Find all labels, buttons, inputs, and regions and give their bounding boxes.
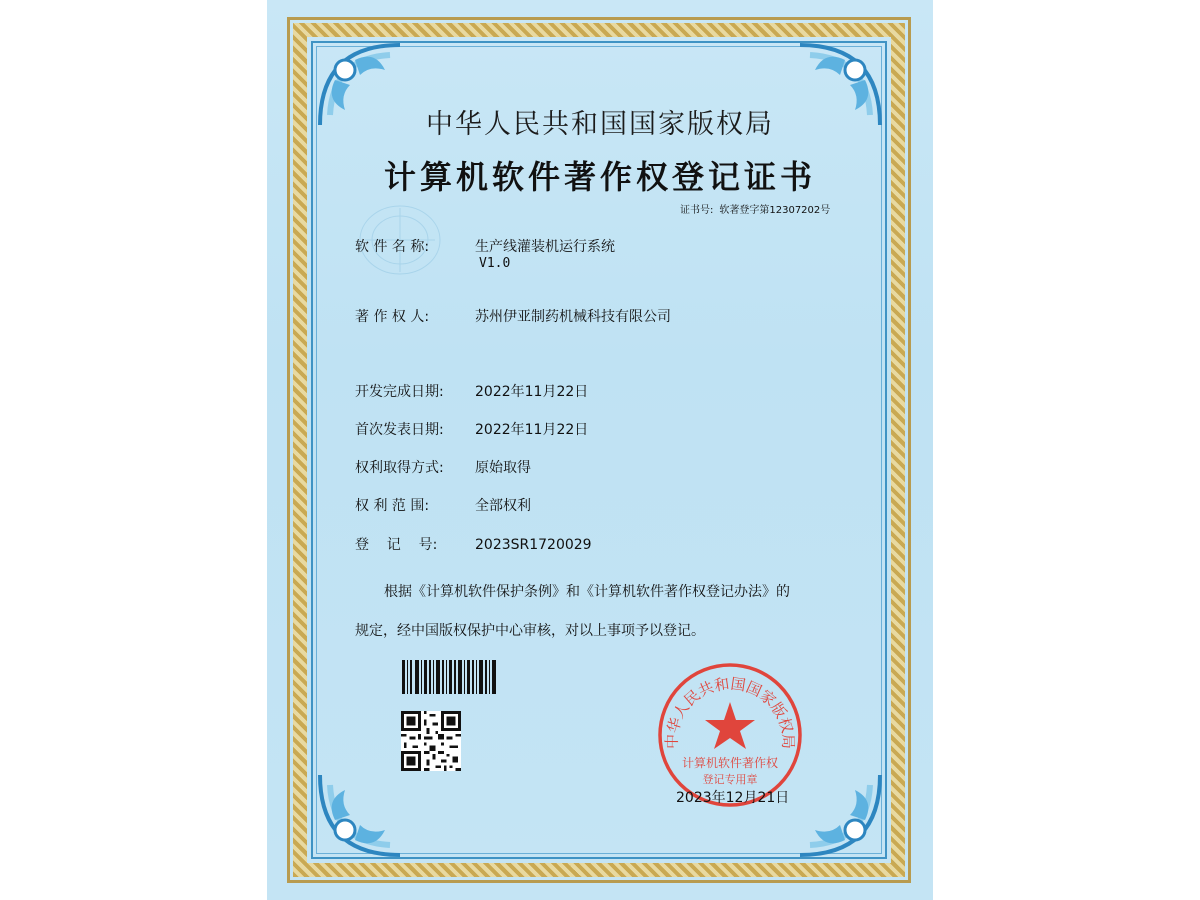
field-value: 2023SR1720029 <box>475 537 592 553</box>
seal-inner-text-2: 登记专用章 <box>702 773 758 786</box>
field-value: 原始取得 <box>475 460 531 476</box>
barcode-icon <box>402 660 496 694</box>
issue-date: 2023年12月21日 <box>676 790 790 806</box>
software-version: V1.0 <box>479 256 511 271</box>
seal-star-icon <box>705 702 755 749</box>
field-value: 生产线灌装机运行系统 <box>475 239 615 255</box>
field-value: 苏州伊亚制药机械科技有限公司 <box>475 309 671 325</box>
seal-outer-text: 中华人民共和国国家版权局 <box>662 674 798 750</box>
field-value: 2022年11月22日 <box>475 422 589 438</box>
issuer-title: 中华人民共和国国家版权局 <box>426 109 774 140</box>
field-registration-number <box>355 534 592 554</box>
field-acquisition-method <box>355 457 531 477</box>
field-value: 全部权利 <box>475 498 531 514</box>
field-rights-scope <box>355 495 531 515</box>
field-label: 软 件 名 称: <box>355 239 430 255</box>
field-publication-date <box>355 419 588 439</box>
corner-ornament-bottom-left <box>315 770 405 860</box>
field-label: 开发完成日期: <box>355 384 444 400</box>
field-label: 权 利 范 围: <box>355 498 430 514</box>
field-label: 首次发表日期: <box>355 422 444 438</box>
statement-line-1: 根据《计算机软件保护条例》和《计算机软件著作权登记办法》的 <box>384 584 790 600</box>
seal-inner-text-1: 计算机软件著作权 <box>681 756 779 770</box>
field-label: 登 记 号: <box>355 537 438 553</box>
qr-code-icon <box>401 711 461 771</box>
field-label: 权利取得方式: <box>355 460 444 476</box>
corner-ornament-bottom-right <box>795 770 885 860</box>
cert-no-value: 软著登字第12307202号 <box>719 205 831 216</box>
cert-no-label: 证书号: <box>680 205 714 216</box>
field-label: 著 作 权 人: <box>355 309 430 325</box>
certificate-number <box>680 201 836 216</box>
statement-line-2: 规定，经中国版权保护中心审核，对以上事项予以登记。 <box>355 623 705 639</box>
field-development-date <box>355 381 588 401</box>
certificate-title: 计算机软件著作权登记证书 <box>383 158 816 196</box>
field-value: 2022年11月22日 <box>475 384 589 400</box>
field-software-name <box>355 236 615 256</box>
field-copyright-owner <box>355 306 671 326</box>
